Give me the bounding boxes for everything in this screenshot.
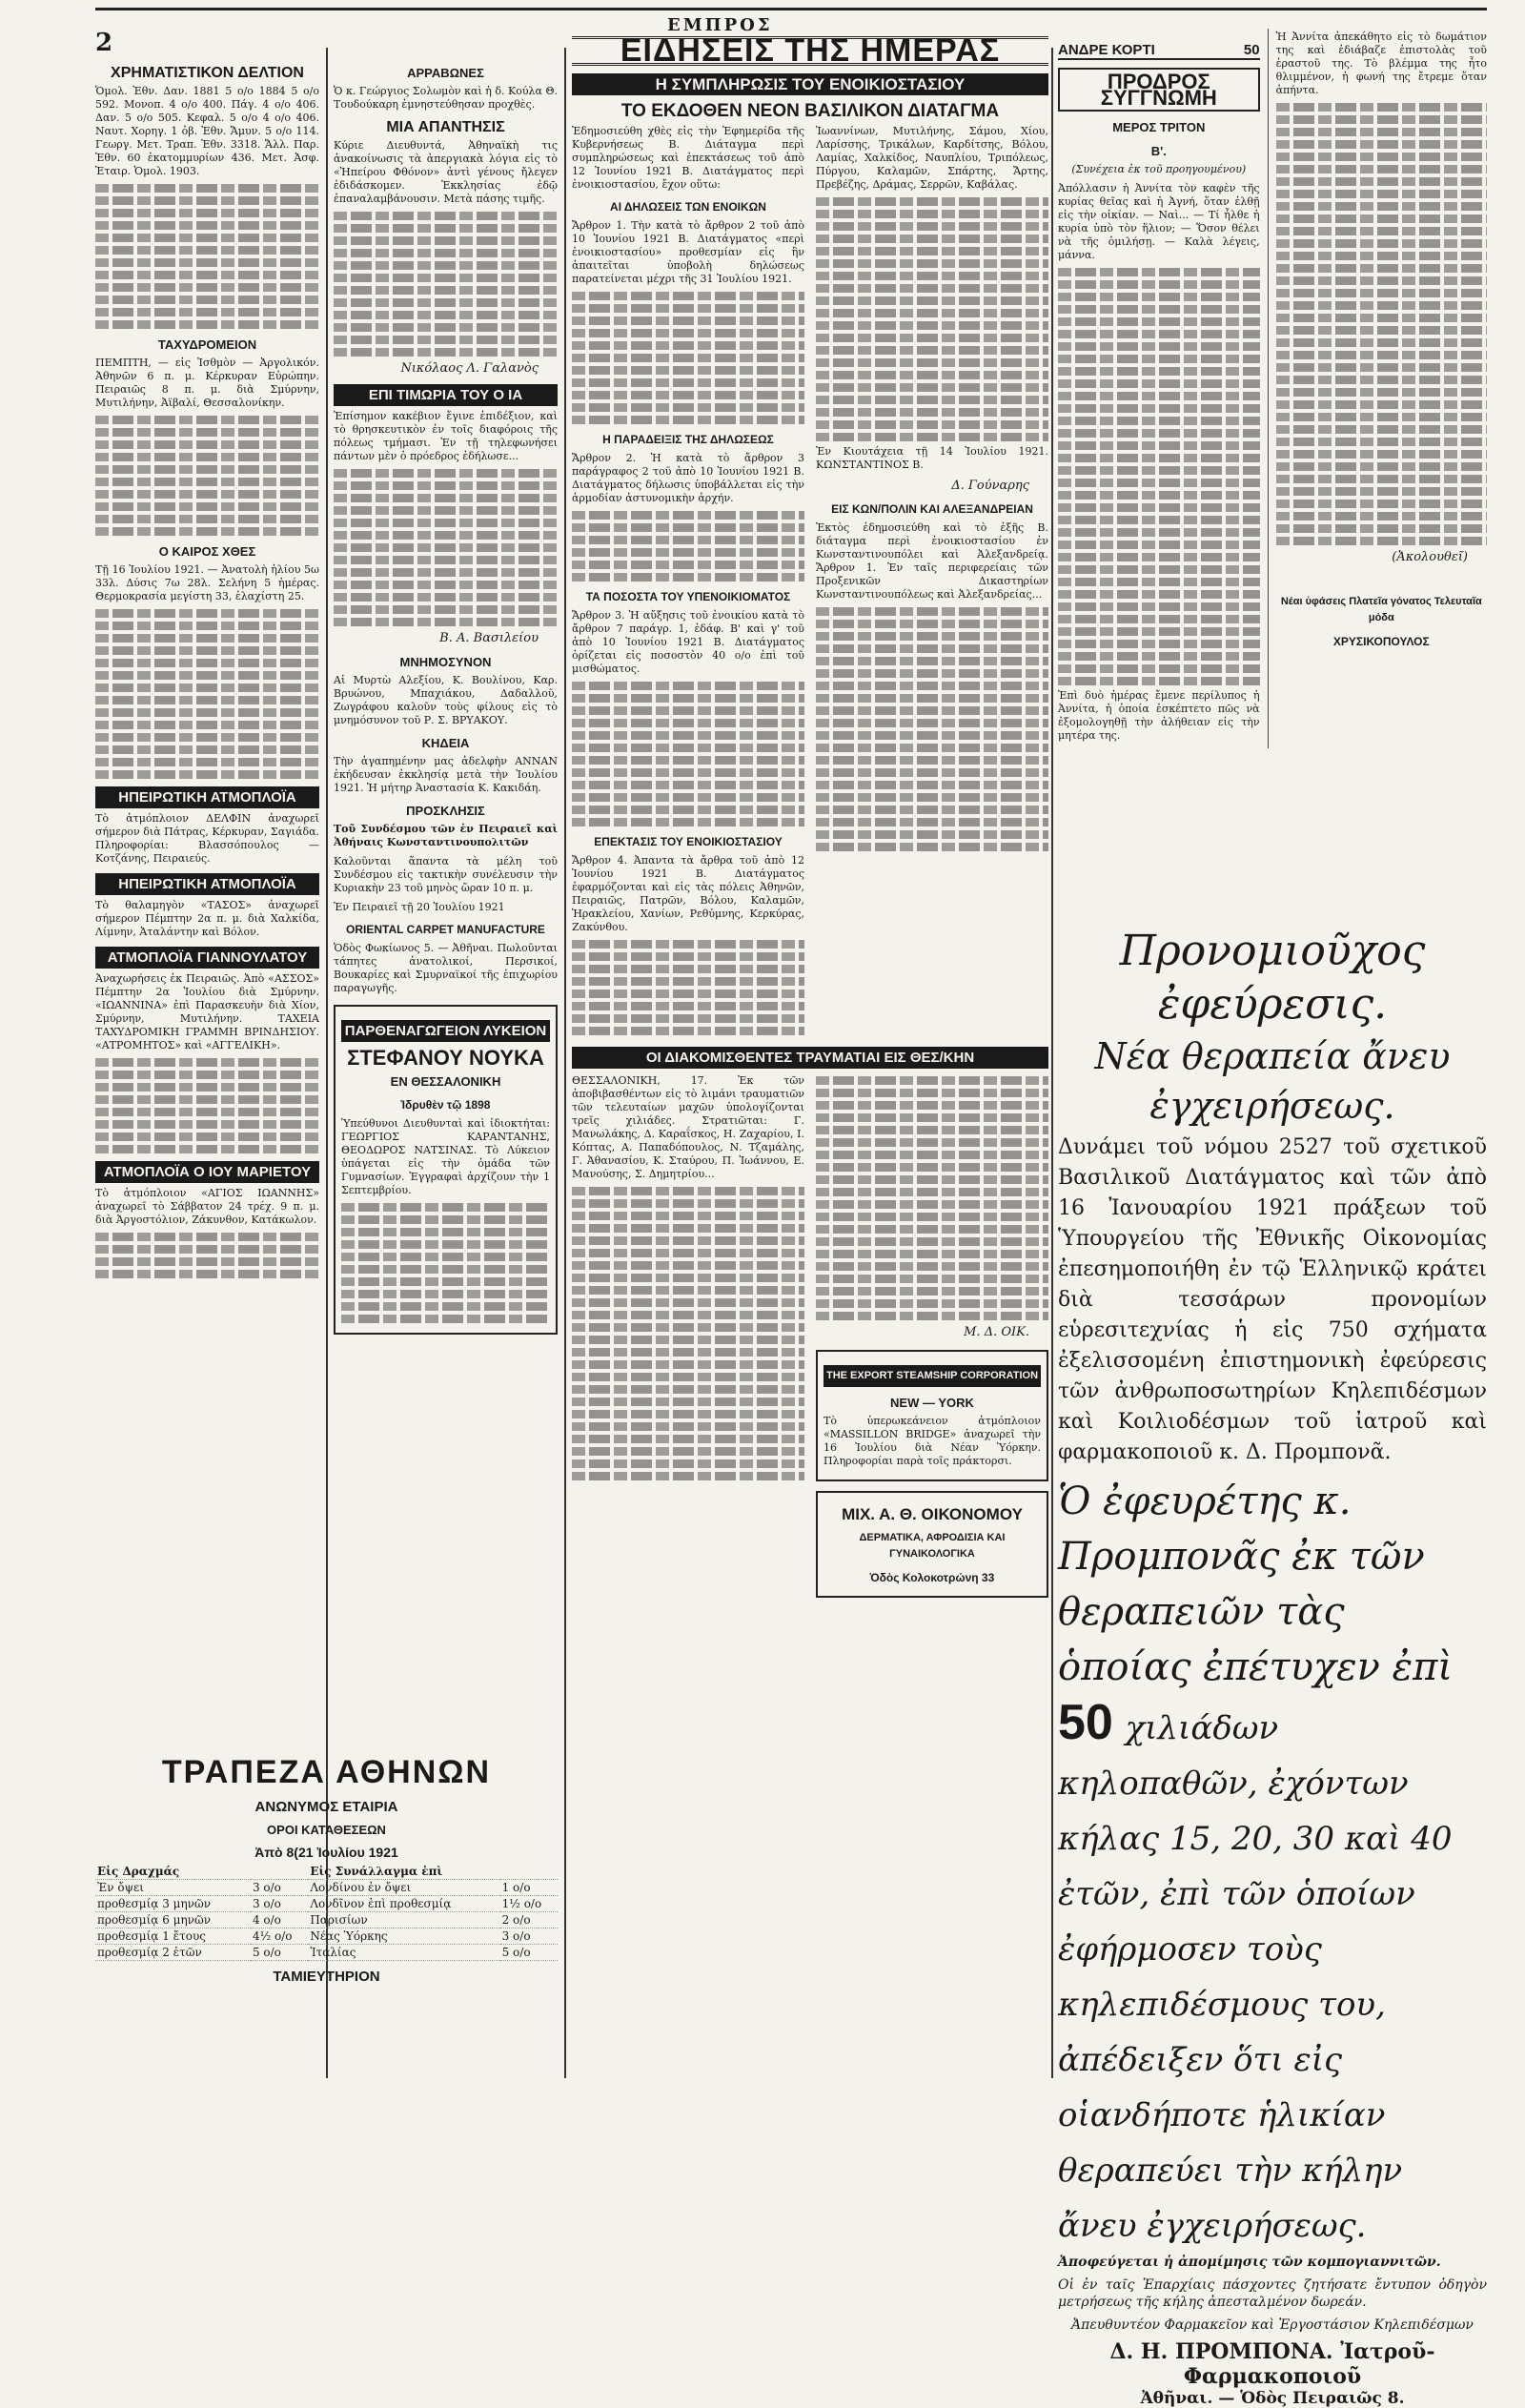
engagement-title: ΑΡΡΑΒΩΝΕΣ [407, 66, 484, 80]
table-row [95, 1945, 558, 1961]
fabric-notice: Νέαι ὑφάσεις Πλατεῖα γόνατος Τελευταῖα μόδα [1280, 596, 1482, 623]
school-ad [334, 1005, 558, 1335]
text-filler [341, 1203, 550, 1323]
bank-col-right-header: Εἰς Συνάλλαγμα ἐπὶ [308, 1864, 558, 1880]
cell: 1 ο/ο [500, 1880, 558, 1896]
cell: προθεσμίᾳ 3 μηνῶν [95, 1896, 251, 1912]
reply-signature: Νικόλαος Λ. Γαλανὸς [400, 361, 539, 376]
bank-title: ΤΡΑΠΕΖΑ ΑΘΗΝΩΝ [161, 1754, 492, 1790]
cell: προθεσμίᾳ 2 ἐτῶν [95, 1945, 251, 1961]
reply-text: Κύριε Διευθυντά, Ἀθηναϊκὴ τις ἀνακοίνωσις τὰ ἀπεργιακὰ λόγια εἰς τὸ «Ἠπείρου Φθόνον» ἀντὶ γένους ἤλεγεν ἐδιδάσκομεν. Ἐκκλησίας ἐδῷ ἐπαναλαμβάνουσιν. Μετὰ πάσης τιμῆς. [334, 139, 558, 205]
punishment-text: Ἐπίσημον κακέβιον ἔγινε ἐπιδέξιον, καὶ τὸ θρησκευτικὸν ἐν τοῖς διαφόροις τῆς πόλεως τμήμασι. Ἐν τῇ τηλεφωνήσει πάντων μὲν ὁ πρόεδρος ἐδήλωσε... [334, 410, 558, 462]
cell: Λονδῖνον ἐπὶ προθεσμίᾳ [308, 1896, 499, 1912]
steamship-ad [816, 1350, 1048, 1481]
wounded-text: ΘΕΣΣΑΛΟΝΙΚΗ, 17. Ἐκ τῶν ἀποβιβασθέντων εἰς τὸ λιμάνι τραυματιῶν τῶν τελευταίων μαχῶν ὑπολογίζονται τρεῖς χιλιάδες. Στρατιῶται: Γ. Μανωλάκης, Δ. Καραΐσκος, Η. Ζαχαρίου, Ι. Κόπτας, Α. Παπαδόπουλος, Ν. Τζαμάλης, Γ. Ἀθανασίου, Κ. Σταύρου, Π. Ἰωάννου, Ε. Μανούσης, Σ. Δημητρίου... [572, 1074, 804, 1180]
text-filler [95, 184, 319, 329]
bank-ad [95, 1754, 558, 1989]
bank-terms-title: ΟΡΟΙ ΚΑΤΑΘΕΣΕΩΝ [267, 1823, 386, 1837]
serial-title: ΠΡΟΔΡΟΣ ΣΥΓΓΝΩΜΗ [1058, 68, 1260, 112]
bank-subtitle: ΑΝΩΝΥΜΟΣ ΕΤΑΙΡΙΑ [254, 1799, 398, 1815]
declarations-text: Ἄρθρον 1. Τὴν κατὰ τὸ ἄρθρον 2 τοῦ ἀπὸ 10 Ἰουνίου 1921 Β. Διατάγματος «περὶ ἐνοικιοστασίου» προθεσμίαν εἰς ἣν ἀπαιτεῖται ὑποβολὴ δηλώσεως παρατείνεται μέχρι τῆς 31 Ἰουλίου 1921. [572, 219, 804, 285]
table-row [95, 1912, 558, 1928]
text-filler [816, 607, 1048, 851]
wounded-body [572, 1072, 1048, 1607]
signature-2: Δ. Γούναρης [951, 479, 1029, 493]
text-filler [334, 212, 558, 357]
cell: Νέας Ὑόρκης [308, 1928, 499, 1945]
wounded-left [572, 1072, 804, 1607]
text-filler [95, 609, 319, 779]
school-name: ΣΤΕΦΑΝΟΥ ΝΟΥΚΑ [347, 1046, 544, 1070]
wounded-headline: ΟΙ ΔΙΑΚΟΜΙΣΘΕΝΤΕΣ ΤΡΑΥΜΑΤΙΑΙ ΕΙΣ ΘΕΣ/ΚΗΝ [572, 1047, 1048, 1069]
weather-title: Ο ΚΑΙΡΟΣ ΧΘΕΣ [158, 544, 256, 559]
funeral-title: ΚΗΔΕΙΑ [421, 736, 470, 750]
serial-header [1058, 29, 1260, 60]
serial-number: 50 [1243, 42, 1260, 58]
invention-footnote-2: Οἱ ἐν ταῖς Ἐπαρχίαις πάσχοντες ζητήσατε ἔντυπον ὁδηγὸν μετρήσεως τῆς κήλης ἀπεσταλμένον δωρεάν. [1058, 2277, 1487, 2310]
text-filler [572, 682, 804, 826]
steamship-text: Τὸ ὑπερωκεάνειον ἀτμόπλοιον «MASSILLON BRIDGE» ἀναχωρεῖ τὴν 16 Ἰουλίου διὰ Νέαν Ὑόρκην. Πληροφορίαι παρὰ τοῖς πράκτορσι. [824, 1415, 1041, 1467]
section-extension: ΕΠΕΚΤΑΣΙΣ ΤΟΥ ΕΝΟΙΚΙΟΣΤΑΣΙΟΥ [594, 835, 783, 848]
punishment-title: ΕΠΙ ΤΙΜΩΡΙΑ ΤΟΥ Ο ΙΑ [334, 384, 558, 406]
fabric-notice-name: ΧΡΥΣΙΚΟΠΟΥΛΟΣ [1332, 635, 1430, 648]
cell: Λονδίνου ἐν ὄψει [308, 1880, 499, 1896]
mail-text: ΠΕΜΠΤΗ, — εἰς Ἰσθμὸν — Ἀργολικόν. Ἀθηνῶν 6 π. μ. Κέρκυραν Εὐρώπην. Πειραιῶς 8 π. μ. διὰ Σμύρνην, Μυτιλήνην, Ἀϊβαλί, Θεσσαλονίκην. [95, 357, 319, 409]
invention-ad [1058, 925, 1487, 2408]
engagement-text: Ὁ κ. Γεώργιος Σολωμὸν καὶ ἡ δ. Κούλα Θ. Τουδούκαρη ἐμνηστεύθησαν προχθὲς. [334, 85, 558, 111]
news-banner: ΕΙΔΗΣΕΙΣ ΤΗΣ ΗΜΕΡΑΣ [572, 36, 1048, 66]
invention-company: Δ. Η. ΠΡΟΜΠΟΝΑ. Ἰατροῦ-Φαρμακοποιοῦ [1109, 2339, 1435, 2389]
text-filler [816, 1076, 1048, 1320]
extension-text: Ἄρθρον 4. Ἀπαντα τὰ ἄρθρα τοῦ ἀπὸ 12 Ἰουνίου 1921 Β. Διατάγματος ἐφαρμόζονται καὶ εἰς τὰς πόλεις Ἀθηνῶν, Πειραιῶς, Πατρῶν, Βόλου, Καλαμῶν, Ἡρακλείου, Χανίων, Ρεθύμνης, Κερκύρας, Ζακύνθου. [572, 854, 804, 933]
steamship-sub: NEW — YORK [890, 1396, 974, 1410]
bank-date: Ἀπὸ 8(21 Ἰουλίου 1921 [254, 1845, 398, 1860]
serial-text-1: Ἀπόλλασιν ἡ Ἀννίτα τὸν καφὲν τῆς κυρίας θεῖας καὶ ἡ Ἀγνή, ὅταν ἐλθῇ εἰς τὴν οἰκίαν. — Ναὶ... — Τί ἦλθε ἡ κυρία ὑπὸ τὸν ἥλιον; — Ὅσον θέλει νὰ τῆς ὁμιλήσῃ. — Καλὰ λέγεις, μάννα. [1058, 182, 1260, 261]
cities-text: Ἰωαννίνων, Μυτιλήνης, Σάμου, Χίου, Λαρίσσης, Τρικάλων, Καρδίτσης, Βόλου, Λαμίας, Χαλκίδος, Ναυπλίου, Τριπόλεως, Πύργου, Καλαμῶν, Σπάρτης, Ἄρτης, Πρεβέζης, Δράμας, Σερρῶν, Καβάλας. [816, 125, 1048, 191]
text-filler [334, 469, 558, 626]
cell: 3 ο/ο [500, 1928, 558, 1945]
serial-follow: (Ἀκολουθεῖ) [1392, 550, 1468, 564]
cell: Ἰταλίας [308, 1945, 499, 1961]
invention-footnote-3: Ἀπευθυντέον Φαρμακεῖον καὶ Ἐργοστάσιον Κηλεπιδέσμων [1071, 2317, 1474, 2333]
text-filler [1058, 268, 1260, 685]
reply-title: ΜΙΑ ΑΠΑΝΤΗΣΙΣ [386, 119, 505, 135]
invention-number: 50 [1058, 1695, 1113, 1750]
column-3 [572, 29, 1048, 2107]
cell: 4 ο/ο [251, 1912, 308, 1928]
bank-rates-table [95, 1864, 558, 1961]
text-filler [95, 1058, 319, 1153]
section-declaration-proof: Η ΠΑΡΑΔΕΙΞΙΣ ΤΗΣ ΔΗΛΩΣΕΩΣ [602, 433, 774, 446]
decree-right [816, 123, 1048, 1039]
exchange-text: Ὁμολ. Ἐθν. Δαν. 1881 5 ο/ο 1884 5 ο/ο 592. Μονοπ. 4 ο/ο 400. Πάγ. 4 ο/ο 406. Δαν. 5 ο/ο 505. Κεφαλ. 5 ο/ο 4 ο/ο 406. Ναυτ. Χορηγ. 1 ὀβ. Ἐθν. Ἄμυν. 5 ο/ο 114. Γεωργ. Μετ. Τραπ. Ἐθν. 3318. Ἄλλ. Παρ. Ἐθν. 60 ἐκατομμυρίων 436. Μετ. Ἀσφ. Ἐταιρ. Ὁμολ. 1903. [95, 85, 319, 177]
cell: 3 ο/ο [251, 1896, 308, 1912]
column-4 [1058, 29, 1487, 915]
decree-lead: Ἐδημοσιεύθη χθὲς εἰς τὴν Ἐφημερίδα τῆς Κυβερνήσεως Β. Διάταγμα περὶ συμπληρώσεως καὶ ἐπεκτάσεως τοῦ ἀπὸ 12 Ἰουνίου 1921 Β. Διατάγματος περὶ ἐνοικιοστασίου, ἔχον οὕτω: [572, 125, 804, 191]
invitation-date: Ἐν Πειραιεῖ τῇ 20 Ἰουλίου 1921 [334, 901, 505, 913]
text-filler [572, 292, 804, 424]
serial-right [1268, 29, 1487, 748]
page-number: 2 [95, 29, 113, 57]
serial-continuation: (Συνέχεια ἐκ τοῦ προηγουμένου) [1071, 163, 1247, 175]
cell: 5 ο/ο [251, 1945, 308, 1961]
shipping-title-2: ΗΠΕΙΡΩΤΙΚΗ ΑΤΜΟΠΛΟΪΑ [95, 873, 319, 895]
cell: 1½ ο/ο [500, 1896, 558, 1912]
bank-col-left-header: Εἰς Δραχμάς [95, 1864, 308, 1880]
cell: 3 ο/ο [251, 1880, 308, 1896]
text-filler [572, 940, 804, 1035]
text-filler [572, 1187, 804, 1480]
constantinople-text: Ἐκτὸς ἐδημοσιεύθη καὶ τὸ ἑξῆς Β. διάταγμα περὶ ἐνοικιοστασίου ἐν Κωνσταντινουπόλει καὶ Ἀλεξανδρείᾳ. Ἄρθρον 1. Ἐν ταῖς περιφερείαις τῶν Προξενικῶν Δικαστηρίων Κωνσταντινουπόλεως καὶ Ἀλεξανδρείας... [816, 521, 1048, 601]
invention-claim-end: χιλιάδων κηλοπαθῶν, ἐχόντων κήλας 15, 20, 30 καὶ 40 ἐτῶν, ἐπὶ τῶν ὁποίων ἐφήρμοσεν τοὺς κηλεπιδέσμους του, ἀπέδειξεν ὅτι εἰς οἱανδήποτε ἡλικίαν θεραπεύει τὴν κήλην ἄνευ ἐγχειρήσεως. [1058, 1709, 1453, 2245]
school-title: ΠΑΡΘΕΝΑΓΩΓΕΙΟΝ ΛΥΚΕΙΟΝ [341, 1020, 550, 1042]
column-rule [1051, 48, 1053, 2078]
decree-left [572, 123, 804, 1039]
memorial-title: ΜΝΗΜΟΣΥΝΟΝ [399, 655, 492, 669]
text-filler [816, 197, 1048, 441]
invitation-text: Καλοῦνται ἅπαντα τὰ μέλη τοῦ Συνδέσμου εἰς τακτικὴν συνέλευσιν τὴν Κυριακὴν 23 τοῦ μηνὸς ὥραν 10 π. μ. [334, 855, 558, 894]
cell: 5 ο/ο [500, 1945, 558, 1961]
declaration-proof-text: Ἄρθρον 2. Ἡ κατὰ τὸ ἄρθρον 3 παράγραφος 2 τοῦ ἀπὸ 10 Ἰουνίου 1921 Β. Διατάγματος δήλωσις ὑποβάλλεται εἰς τὴν ἁρμοδίαν ἀστυνομικὴν ἀρχήν. [572, 452, 804, 504]
invention-title: Προνομιοῦχος ἐφεύρεσις. [1119, 927, 1426, 1029]
decree-body [572, 123, 1048, 1039]
serial-author: ΑΝΔΡΕ ΚΟΡΤΙ [1058, 42, 1155, 58]
savings-title: ΤΑΜΙΕΥΤΗΡΙΟΝ [273, 1969, 380, 1985]
table-row [95, 1928, 558, 1945]
masthead: ΕΜΠΡΟΣ [667, 15, 773, 35]
invention-claim [1058, 1474, 1487, 2252]
table-row [95, 1880, 558, 1896]
percentages-text: Ἄρθρον 3. Ἡ αὔξησις τοῦ ἐνοικίου κατὰ τὸ ἄρθρον 7 παράγρ. 1, ἐδάφ. Β' καὶ γ' τοῦ ἀπὸ 10 Ἰουνίου 1921 Β. Διατάγματος ὁρίζεται εἰς ποσοστὸν 40 ο/ο ἐπὶ τοῦ μισθώματος. [572, 609, 804, 675]
serial-chapter: Β'. [1150, 144, 1167, 158]
shipping-title-4: ΑΤΜΟΠΛΟΪΑ Ο ΙΟΥ ΜΑΡΙΕΤΟΥ [95, 1161, 319, 1183]
serial-left [1058, 29, 1268, 748]
table-header-row [95, 1864, 558, 1880]
serial-text-3: Ἐπὶ δυὸ ἡμέρας ἔμενε περίλυπος ἡ Ἀννίτα, ἡ ὁποία ἐσκέπτετο πῶς νὰ ἐξομολογηθῇ τὴν ἀλήθειαν εἰς τὴν μητέρα της. [1058, 689, 1260, 742]
text-filler [1276, 103, 1487, 545]
table-row [95, 1896, 558, 1912]
serial-text-2: Ἡ Ἀννίτα ἀπεκάθητο εἰς τὸ δωμάτιον της καὶ ἐδιάβαζε ἐπιστολὰς τοῦ ἐραστοῦ της. Τὸ βλέμμα της ἦτο θλιμμένον, ἡ φωνή της ἔτρεμε ὅταν ἀπήντα. [1275, 31, 1487, 96]
weather-text: Τῇ 16 Ἰουλίου 1921. — Ἀνατολὴ ἡλίου 5ω 33λ. Δύσις 7ω 28λ. Σελήνη 5 ἡμέρας. Θερμοκρασία μεγίστη 33, ἐλαχίστη 25. [95, 563, 319, 602]
school-text: Ὑπεύθυνοι Διευθυνταὶ καὶ ἰδιοκτήται: ΓΕΩΡΓΙΟΣ ΚΑΡΑΝΤΑΝΗΣ, ΘΕΟΔΩΡΟΣ ΝΑΤΣΙΝΑΣ. Τὸ Λύκειον ὑπάγεται εἰς τὴν ὁμάδα τῶν Γυμνασίων. Ἐγγραφαὶ ἀρχίζουν τὴν 1 Σεπτεμβρίου. [341, 1117, 550, 1196]
cell: Ἐν ὄψει [95, 1880, 251, 1896]
memorial-text: Αἱ Μυρτὼ Αλεξίου, Κ. Βουλίνου, Καρ. Βρυώνου, Μπαχιάκου, Δαδαλλοῦ, Ζωγράφου καλοῦν τοὺς φίλους εἰς τὸ μνημόσυνον τοῦ Ρ. Σ. ΒΡΥΑΚΟΥ. [334, 674, 558, 726]
cell: Παρισίων [308, 1912, 499, 1928]
funeral-text: Τὴν ἀγαπημένην μας ἀδελφὴν ΑΝΝΑΝ ἐκήδευσαν ἐκκλησίᾳ μετὰ τὴν Ἰουλίου 1921. Ἡ μήτηρ Ἀναστασία Κ. Κακιδάη. [334, 755, 558, 794]
text-filler [572, 511, 804, 582]
invention-footnote-1: Ἀποφεύγεται ἡ ἀπομίμησις τῶν κομπογιαννιτῶν. [1058, 2255, 1441, 2270]
cell: 4½ ο/ο [251, 1928, 308, 1945]
invention-address: Ἀθῆναι. — Ὁδὸς Πειραιῶς 8. [1140, 2389, 1405, 2408]
cell: προθεσμίᾳ 6 μηνῶν [95, 1912, 251, 1928]
shipping-text-3: Ἀναχωρήσεις ἐκ Πειραιῶς. Ἀπὸ «ΑΣΣΟΣ» Πέμπτην 2α Ἰουλίου διὰ Σμύρνην. «ΙΩΑΝΝΙΝΑ» ἐπὶ Παρασκευὴν διὰ Χίον, Σμύρνην, Μυτιλήνην. ΤΑΧΕΙΑ ΤΑΧΥΔΡΟΜΙΚΗ ΓΡΑΜΜΗ ΒΡΙΝΔΗΣΙΟΥ. «ΑΤΡΟΜΗΤΟΣ» καὶ «ΑΓΓΕΛΙΚΗ». [95, 972, 319, 1051]
exchange-title: ΧΡΗΜΑΤΙΣΤΙΚΟΝ ΔΕΛΤΙΟΝ [111, 65, 304, 81]
mail-title: ΤΑΧΥΔΡΟΜΕΙΟΝ [157, 337, 257, 352]
invitation-title: ΠΡΟΣΚΛΗΣΙΣ [406, 804, 485, 818]
doctor-address: Ὁδὸς Κολοκοτρώνη 33 [869, 1571, 995, 1584]
shipping-text-4: Τὸ ἀτμόπλοιον «ΑΓΙΟΣ ΙΩΑΝΝΗΣ» ἀναχωρεῖ τὸ Σάββατον 24 τρέχ. 9 π. μ. διὰ Ἀργοστόλιον, Ζάκυνθον, Κατάκωλον. [95, 1187, 319, 1226]
section-declarations: ΑΙ ΔΗΛΩΣΕΙΣ ΤΩΝ ΕΝΟΙΚΩΝ [610, 200, 766, 214]
school-founded: Ἱδρυθὲν τῷ 1898 [400, 1098, 491, 1112]
shipping-title-1: ΗΠΕΙΡΩΤΙΚΗ ΑΤΜΟΠΛΟΪΑ [95, 786, 319, 808]
cell: προθεσμίᾳ 1 ἔτους [95, 1928, 251, 1945]
doctor-specialty: ΔΕΡΜΑΤΙΚΑ, ΑΦΡΟΔΙΣΙΑ ΚΑΙ ΓΥΝΑΙΚΟΛΟΓΙΚΑ [859, 1532, 1006, 1560]
shipping-text-2: Τὸ θαλαμηγὸν «ΤΑΣΟΣ» ἀναχωρεῖ σήμερον Πέμπτην 2α π. μ. διὰ Χαλκίδα, Λίμνην, Ἀταλάντην καὶ Βόλον. [95, 899, 319, 938]
punishment-signature: Β. Α. Βασιλείου [439, 631, 539, 645]
invention-claim-start: Ὁ ἐφευρέτης κ. Προμπονᾶς ἐκ τῶν θεραπειῶν τὰς ὁποίας ἐπέτυχεν ἐπὶ [1058, 1479, 1454, 1689]
invitation-head: Τοῦ Συνδέσμου τῶν ἐν Πειραιεῖ καὶ Ἀθήναις Κωνσταντινουπολιτῶν [334, 823, 558, 848]
doctor-name: ΜΙΧ. Α. Θ. ΟΙΚΟΝΟΜΟΥ [842, 1505, 1023, 1523]
invention-subtitle: Νέα θεραπεία ἄνευ ἐγχειρήσεως. [1094, 1035, 1451, 1127]
serial-section [1058, 29, 1487, 748]
column-2 [334, 57, 558, 1735]
serial-part: ΜΕΡΟΣ ΤΡΙΤΟΝ [1112, 120, 1206, 134]
text-filler [95, 1233, 319, 1278]
carpet-title: ORIENTAL CARPET MANUFACTURE [346, 923, 545, 936]
carpet-text: Ὁδὸς Φωκίωνος 5. — Ἀθῆναι. Πωλοῦνται τάπητες ἀνατολικοί, Περσικοί, Βουκαρίες καὶ Σμυρναϊκοί τῆς ἐπιχωρίου παραγωγῆς. [334, 942, 558, 994]
top-rule [95, 8, 1487, 10]
doctor-ad [816, 1491, 1048, 1598]
column-rule [564, 48, 566, 2078]
cell: 2 ο/ο [500, 1912, 558, 1928]
shipping-title-3: ΑΤΜΟΠΛΟΪΑ ΓΙΑΝΝΟΥΛΑΤΟΥ [95, 947, 319, 969]
signature-1: Ἐν Κιουτάχεια τῇ 14 Ἰουλίου 1921. ΚΩΝΣΤΑΝΤΙΝΟΣ Β. [816, 445, 1048, 471]
section-percentages: ΤΑ ΠΟΣΟΣΤΑ ΤΟΥ ΥΠΕΝΟΙΚΙΟΜΑΤΟΣ [585, 590, 791, 603]
shipping-text-1: Τὸ ἀτμόπλοιον ΔΕΛΦΙΝ ἀναχωρεῖ σήμερον διὰ Πάτρας, Κέρκυραν, Σαγιάδα. Πληροφορίαι: Βλασσόπουλος — Κοτζάνης, Πειραιεύς. [95, 812, 319, 865]
school-city: ΕΝ ΘΕΣΣΑΛΟΝΙΚΗ [390, 1074, 501, 1089]
decree-headline: ΤΟ ΕΚΔΟΘΕΝ ΝΕΟΝ ΒΑΣΙΛΙΚΟΝ ΔΙΑΤΑΓΜΑ [620, 101, 1000, 121]
wounded-signature: Μ. Δ. ΟΙΚ. [964, 1325, 1029, 1339]
wounded-right [816, 1072, 1048, 1607]
rent-headline: Η ΣΥΜΠΛΗΡΩΣΙΣ ΤΟΥ ΕΝΟΙΚΙΟΣΤΑΣΙΟΥ [572, 73, 1048, 95]
text-filler [95, 416, 319, 536]
section-constantinople: ΕΙΣ ΚΩΝ/ΠΟΛΙΝ ΚΑΙ ΑΛΕΞΑΝΔΡΕΙΑΝ [831, 502, 1033, 516]
invention-body: Δυνάμει τοῦ νόμου 2527 τοῦ σχετικοῦ Βασιλικοῦ Διατάγματος καὶ τῶν ἀπὸ 16 Ἰανουαρίου 1921 πράξεων τοῦ Ὑπουργείου τῆς Ἐθνικῆς Οἰκονομίας ἐπεσημοποιήθη ἐν τῷ Ἑλληνικῷ κράτει διὰ τεσσάρων προνομίων εὑρεσιτεχνίας ἡ εἰς 750 σχήματα ἐξελισσομένη ἐπιστημονικὴ ἐφεύρεσις τῶν ἀνθρωποσωτηρίων Κηλεπιδέσμων καὶ Κοιλιοδέσμων τοῦ ἰατροῦ καὶ φαρμακοποιοῦ κ. Δ. Προμπονᾶ. [1058, 1135, 1487, 1464]
steamship-title: THE EXPORT STEAMSHIP CORPORATION [824, 1365, 1041, 1387]
